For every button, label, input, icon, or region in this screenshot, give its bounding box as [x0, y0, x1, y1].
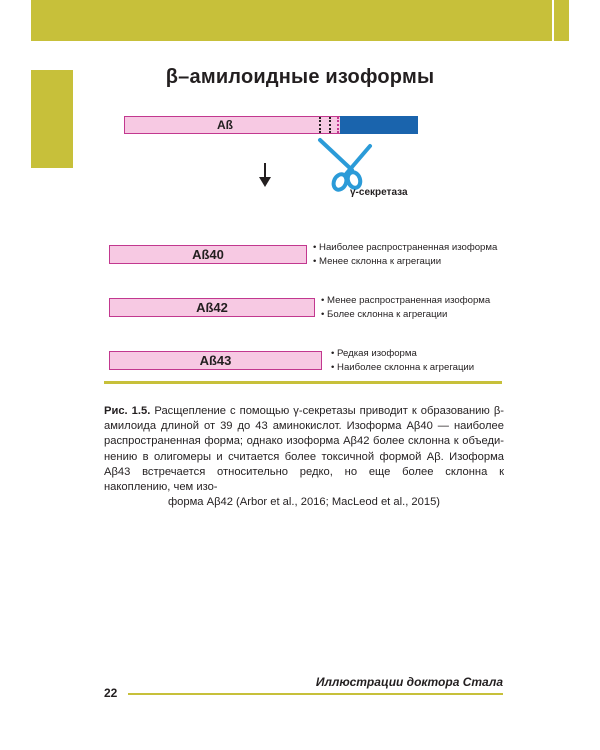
precursor-blue-segment [340, 116, 418, 134]
footer-rule [128, 693, 503, 695]
caption-text: Расщепление с помощью γ-секретазы приводит к образованию β-амилоида длиной от 39 до 43 аминокислот. Изоформа Aβ40 — наиболее распространенная форма; однако изоформа Aβ42 более склонна к объеди-нению в олигомеры и считается более токсичной формой Aβ. Изоформа Aβ43 встречается относительно редко, но еще более склонна к накоплению, чем изо- [104, 405, 504, 494]
isoform-label: Aß43 [199, 353, 232, 368]
caption-label: Рис. 1.5. [104, 405, 151, 417]
bullet-item: • Менее склонна к агрегации [313, 256, 442, 267]
figure-caption [104, 404, 504, 510]
header-notch [552, 0, 554, 41]
isoform-bullets-ab43 [331, 347, 474, 375]
precursor-label: Aß [217, 118, 233, 132]
isoform-bar-ab42 [109, 298, 315, 317]
enzyme-label: γ-секретаза [350, 187, 408, 198]
page-title: β–амилоидные изоформы [165, 66, 435, 88]
bullet-item: • Наиболее распространенная изоформа [313, 242, 498, 253]
footer-title: Иллюстрации доктора Стала [315, 675, 503, 689]
down-arrow-icon [257, 163, 273, 189]
scissors-icon [316, 136, 374, 192]
isoform-label: Aß42 [196, 300, 228, 315]
bullet-item: • Редкая изоформа [331, 348, 417, 359]
top-header-band [31, 0, 569, 41]
isoform-bar-ab40 [109, 245, 307, 264]
cleavage-site-marks [319, 117, 339, 133]
isoform-bullets-ab40 [313, 241, 497, 269]
page-number: 22 [104, 686, 118, 700]
bullet-item: • Менее распространенная изоформа [321, 295, 491, 306]
isoform-label: Aß40 [192, 247, 224, 262]
isoform-bullets-ab42 [321, 294, 490, 322]
precursor-bar [124, 116, 418, 134]
isoform-bar-ab43 [109, 351, 322, 370]
caption-last-line: форма Aβ42 (Arbor et al., 2016; MacLeod et al., 2015) [167, 496, 441, 509]
bullet-item: • Более склонна к агрегации [321, 309, 448, 320]
figure-bottom-rule [104, 381, 502, 384]
bullet-item: • Наиболее склонна к агрегации [331, 362, 475, 373]
